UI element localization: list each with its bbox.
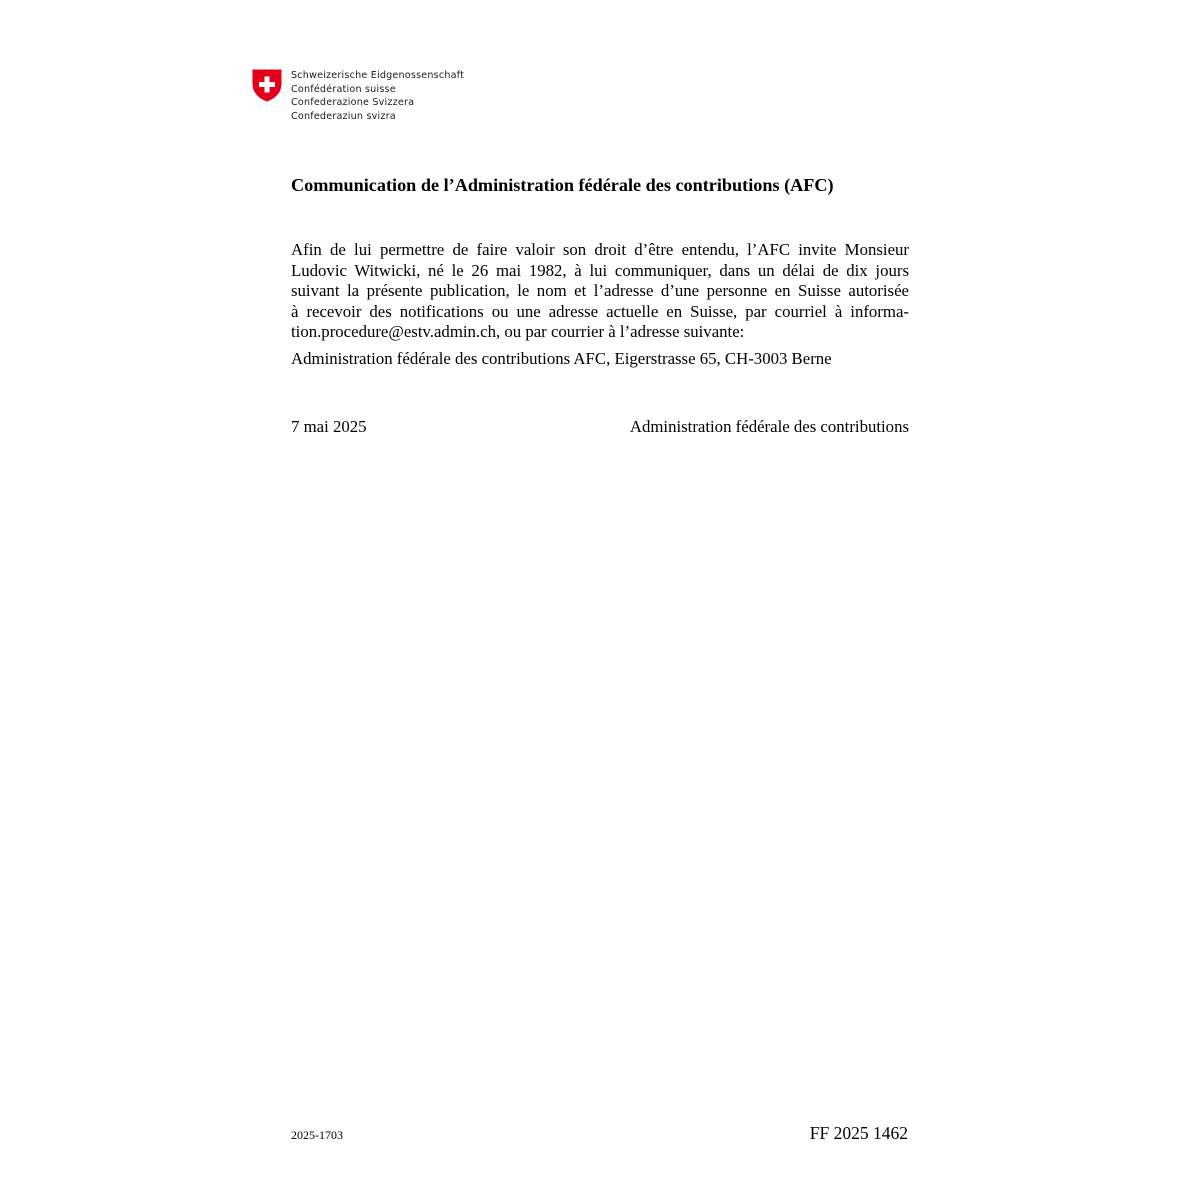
org-name-romansh: Confederaziun svizra [291,110,396,122]
org-name-german: Schweizerische Eidgenossenschaft [291,70,465,81]
postal-address: Administration fédérale des contributions AFC, Eigerstrasse 65, CH-3003 Berne [291,349,832,368]
body-line: à recevoir des notifications ou une adresse actuelle en Suisse, par courriel à informa- [291,301,909,321]
body-line: Ludovic Witwicki, né le 26 mai 1982, à lui communiquer, dans un délai de dix jours [291,260,909,280]
publication-date: 7 mai 2025 [291,417,367,436]
organization-name-block [291,69,464,123]
document-title: Communication de l’Administration fédérale des contributions (AFC) [291,175,834,195]
federal-gazette-reference: FF 2025 1462 [809,1123,908,1143]
signature-authority: Administration fédérale des contributions [629,417,909,436]
swiss-coat-of-arms-icon [252,69,282,102]
document-number: 2025-1703 [291,1128,343,1142]
body-line: Afin de lui permettre de faire valoir son droit d’être entendu, l’AFC invite Monsieur [291,240,909,259]
body-line: tion.procedure@estv.admin.ch, ou par courrier à l’adresse suivante: [291,322,745,341]
body-paragraph [291,240,909,343]
body-line: suivant la présente publication, le nom et l’adresse d’une personne en Suisse autorisée [291,281,909,300]
org-name-french: Confédération suisse [291,83,396,95]
org-name-italian: Confederazione Svizzera [291,97,415,108]
